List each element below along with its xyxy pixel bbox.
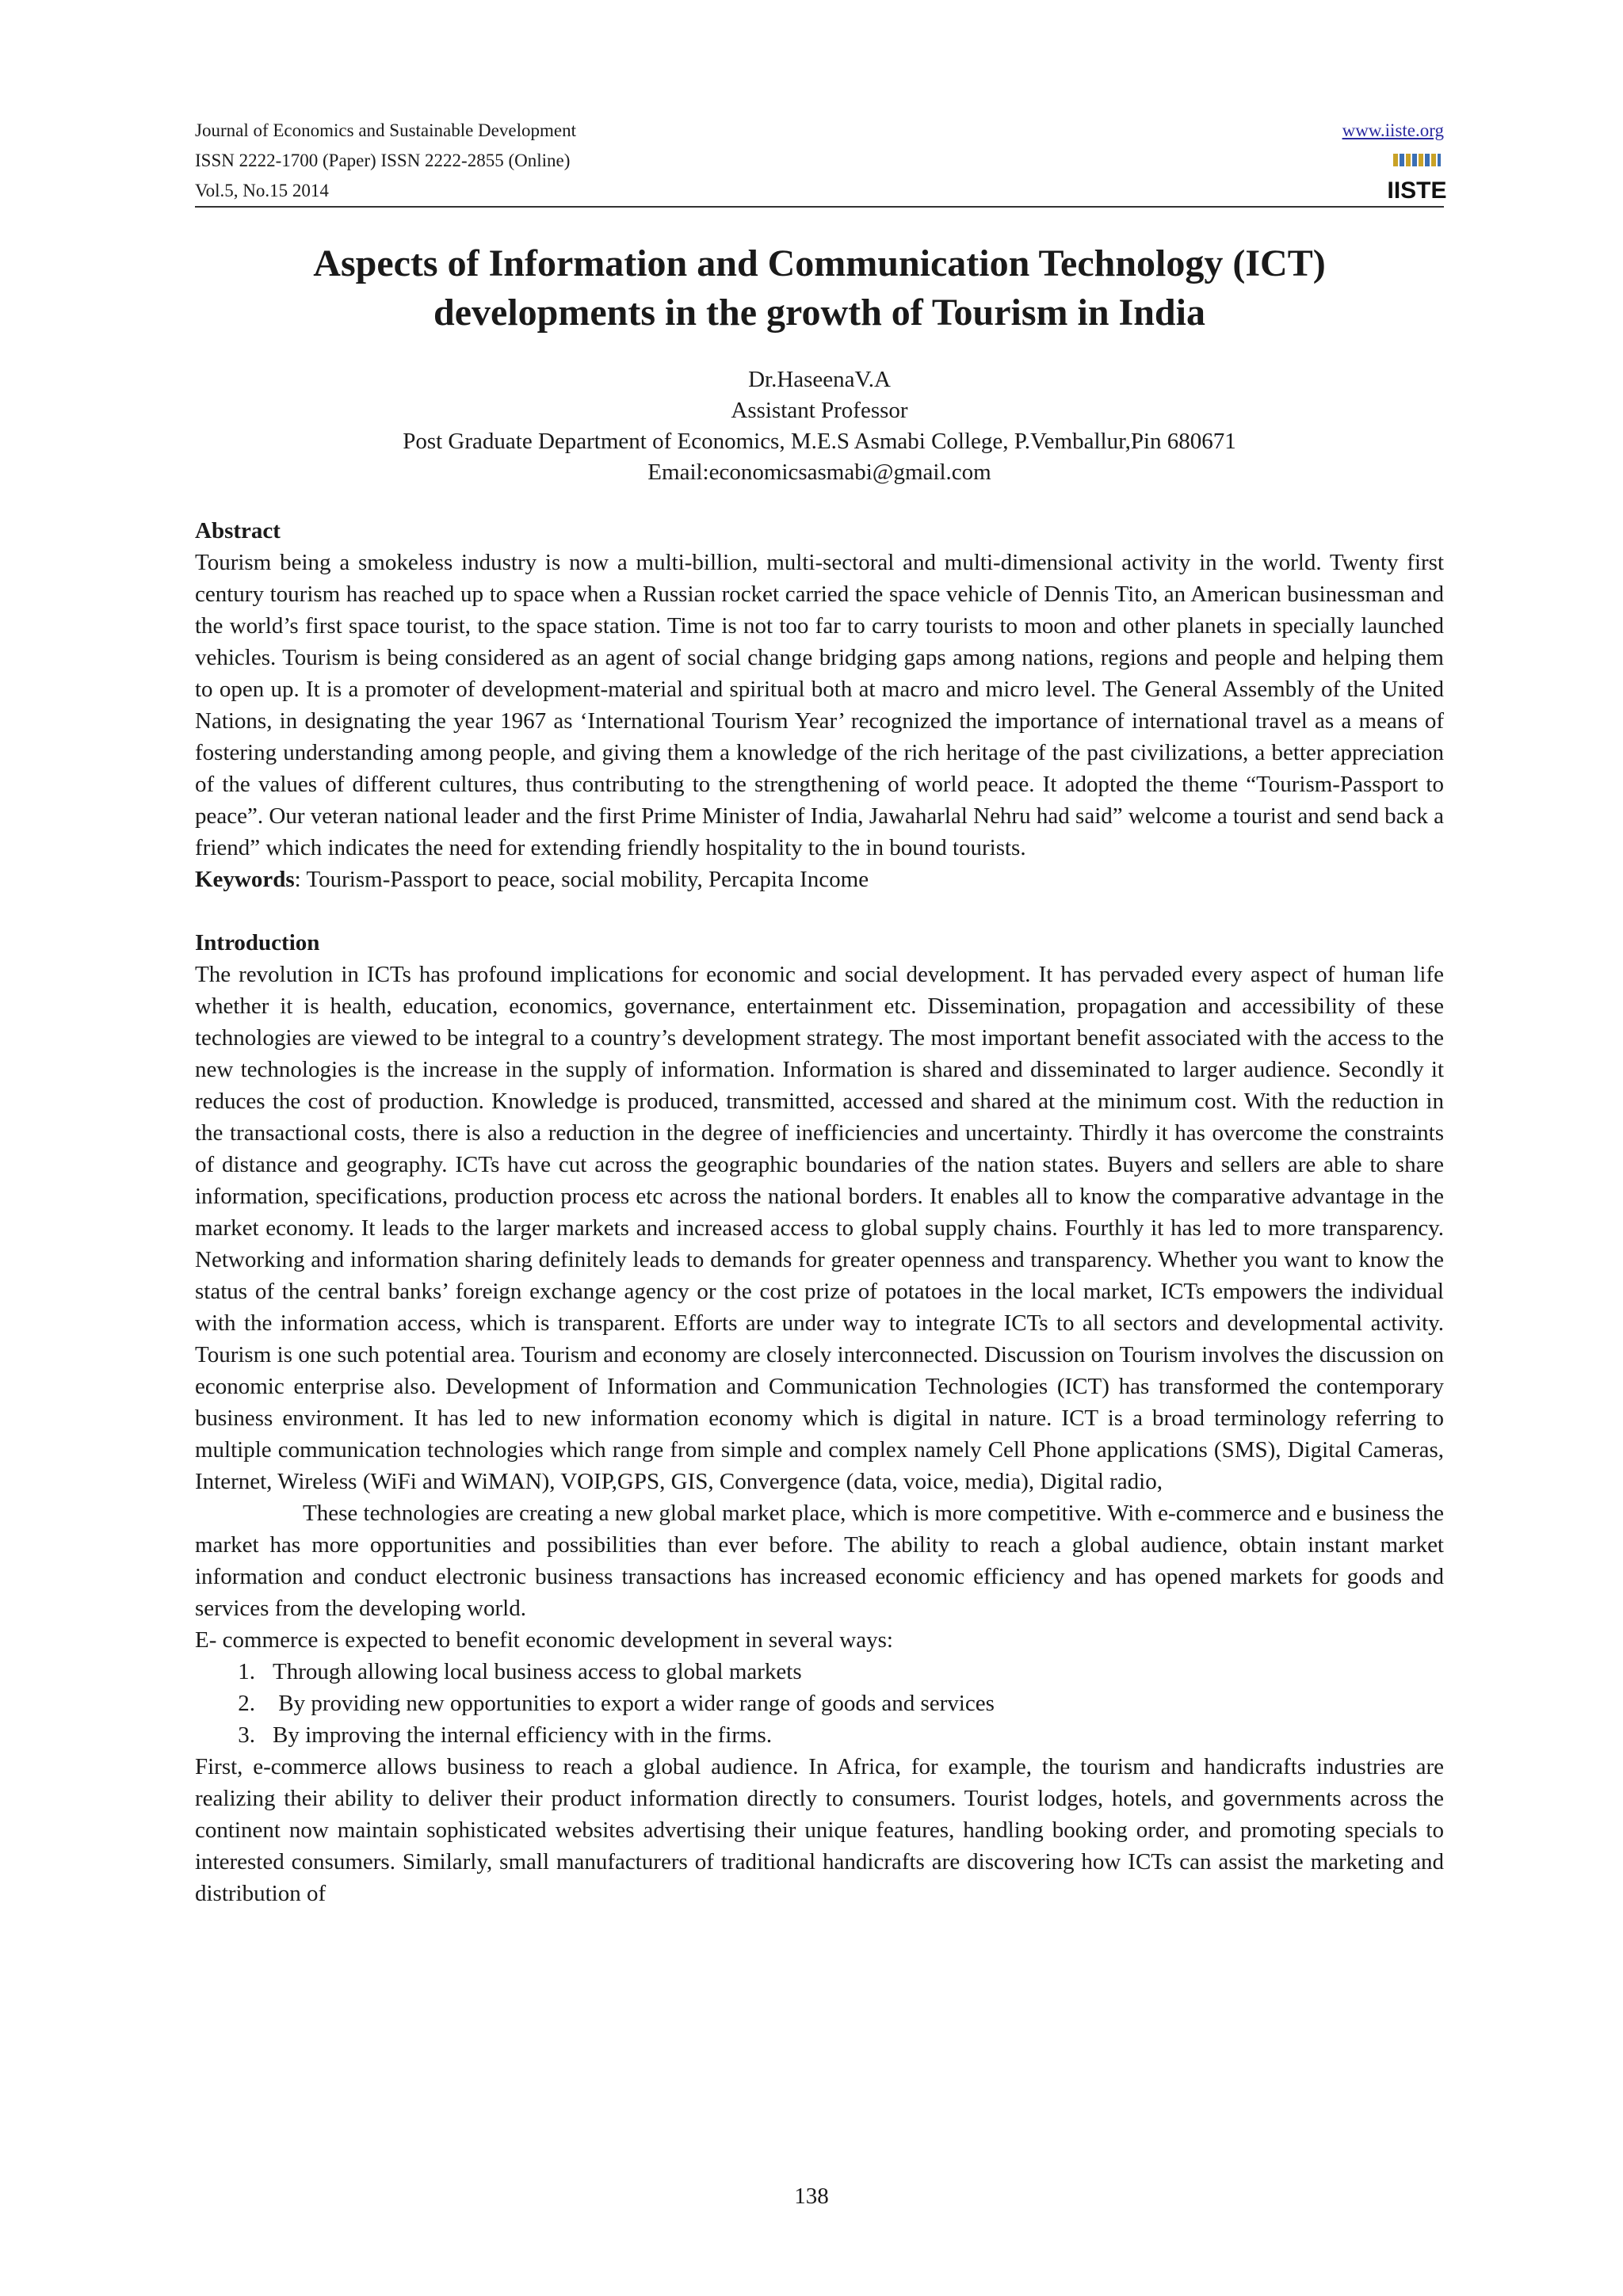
list-item-text: By providing new opportunities to export a wider range of goods and services bbox=[273, 1691, 995, 1716]
list-item-text: Through allowing local business access to global markets bbox=[273, 1659, 802, 1684]
author-name: Dr.HaseenaV.A bbox=[748, 367, 891, 392]
journal-website-link[interactable]: www.iiste.org bbox=[1342, 120, 1444, 140]
list-item-number: 3. bbox=[238, 1722, 255, 1748]
keywords-label: Keywords bbox=[195, 867, 295, 892]
journal-name: Journal of Economics and Sustainable Development bbox=[195, 120, 576, 140]
keywords-line bbox=[195, 864, 1444, 895]
list-item-number: 1. bbox=[238, 1659, 255, 1684]
list-item bbox=[195, 1719, 1444, 1751]
iiste-logo-icon bbox=[1387, 152, 1447, 204]
journal-volume: Vol.5, No.15 2014 bbox=[195, 181, 329, 200]
journal-header bbox=[195, 116, 1447, 208]
benefits-list bbox=[195, 1656, 1444, 1751]
list-intro: E- commerce is expected to benefit economic development in several ways: bbox=[195, 1627, 893, 1653]
list-item bbox=[195, 1656, 1444, 1688]
introduction-heading: Introduction bbox=[195, 930, 320, 955]
title-line-1: Aspects of Information and Communication Technology (ICT) bbox=[313, 242, 1326, 284]
list-item bbox=[195, 1688, 1444, 1719]
author-email: Email:economicsasmabi@gmail.com bbox=[647, 460, 991, 485]
paper-page bbox=[195, 116, 1447, 1909]
author-block bbox=[195, 364, 1444, 488]
keywords-text: : Tourism-Passport to peace, social mobility, Percapita Income bbox=[294, 867, 869, 892]
paper-title bbox=[195, 239, 1444, 338]
introduction-paragraph-2: These technologies are creating a new global market place, which is more competitive. With e-commerce and e business the market has more opportunities and possibilities than ever before. The ability to reach a global audience, obtain instant market information and conduct electronic business transactions has increased economic efficiency and has opened markets for goods and services from the developing world. bbox=[195, 1501, 1444, 1621]
introduction-paragraph-3: First, e-commerce allows business to reach a global audience. In Africa, for example, the tourism and handicrafts industries are realizing their ability to deliver their product information directly to consumers. Tourist lodges, hotels, and governments across the continent now maintain sophisticated websites advertising their unique features, handling booking order, and promoting specials to interested consumers. Similarly, small manufacturers of traditional handicrafts are discovering how ICTs can assist the marketing and distribution of bbox=[195, 1754, 1444, 1906]
logo-text: IISTE bbox=[1387, 177, 1447, 204]
abstract-text: Tourism being a smokeless industry is now a multi-billion, multi-sectoral and multi-dimensional activity in the world. Twenty first century tourism has reached up to space when a Russian rocket carried the space vehicle of Dennis Tito, an American businessman and the world’s first space tourist, to the space station. Time is not too far to carry tourists to moon and other planets in specially launched vehicles. Tourism is being considered as an agent of social change bridging gaps among nations, regions and people and helping them to open up. It is a promoter of development-material and spiritual both at macro and micro level. The General Assembly of the United Nations, in designating the year 1967 as ‘International Tourism Year’ recognized the importance of international travel as a means of fostering understanding among people, and giving them a knowledge of the rich heritage of the past civilizations, a better appreciation of the values of different cultures, thus contributing to the strengthening of world peace. It adopted the theme “Tourism-Passport to peace”. Our veteran national leader and the first Prime Minister of India, Jawaharlal Nehru had said” welcome a tourist and send back a friend” which indicates the need for extending friendly hospitality to the in bound tourists. bbox=[195, 550, 1444, 860]
list-item-text: By improving the internal efficiency with in the firms. bbox=[273, 1722, 773, 1748]
author-affiliation: Post Graduate Department of Economics, M.E.S Asmabi College, P.Vemballur,Pin 680671 bbox=[403, 429, 1236, 454]
page-number: 138 bbox=[794, 2183, 829, 2209]
list-item-number: 2. bbox=[238, 1691, 255, 1716]
author-position: Assistant Professor bbox=[731, 398, 908, 423]
title-line-2: developments in the growth of Tourism in India bbox=[433, 292, 1205, 334]
introduction-paragraph-1: The revolution in ICTs has profound implications for economic and social development. It has pervaded every aspect of human life whether it is health, education, economics, governance, entertainment etc. Dissemination, propagation and accessibility of these technologies are viewed to be integral to a country’s development strategy. The most important benefit associated with the access to the new technologies is the increase in the supply of information. Information is shared and disseminated to larger audience. Secondly it reduces the cost of production. Knowledge is produced, transmitted, accessed and shared at the minimum cost. With the reduction in the transactional costs, there is also a reduction in the degree of inefficiencies and uncertainty. Thirdly it has overcome the constraints of distance and geography. ICTs have cut across the geographic boundaries of the nation states. Buyers and sellers are able to share information, specifications, production process etc across the national borders. It enables all to know the comparative advantage in the market economy. It leads to the larger markets and increased access to global supply chains. Fourthly it has led to more transparency. Networking and information sharing definitely leads to demands for greater openness and transparency. Whether you want to know the status of the central banks’ foreign exchange agency or the cost prize of potatoes in the local market, ICTs empowers the individual with the information access, which is transparent. Efforts are under way to integrate ICTs to all sectors and developmental activity. Tourism is one such potential area. Tourism and economy are closely interconnected. Discussion on Tourism involves the discussion on economic enterprise also. Development of Information and Communication Technologies (ICT) has transformed the contemporary business environment. It has led to new information economy which is digital in nature. ICT is a broad terminology referring to multiple communication technologies which range from simple and complex namely Cell Phone applications (SMS), Digital Cameras, Internet, Wireless (WiFi and WiMAN), VOIP,GPS, GIS, Convergence (data, voice, media), Digital radio, bbox=[195, 962, 1444, 1494]
journal-issn: ISSN 2222-1700 (Paper) ISSN 2222-2855 (Online) bbox=[195, 151, 571, 170]
abstract-heading: Abstract bbox=[195, 518, 281, 543]
